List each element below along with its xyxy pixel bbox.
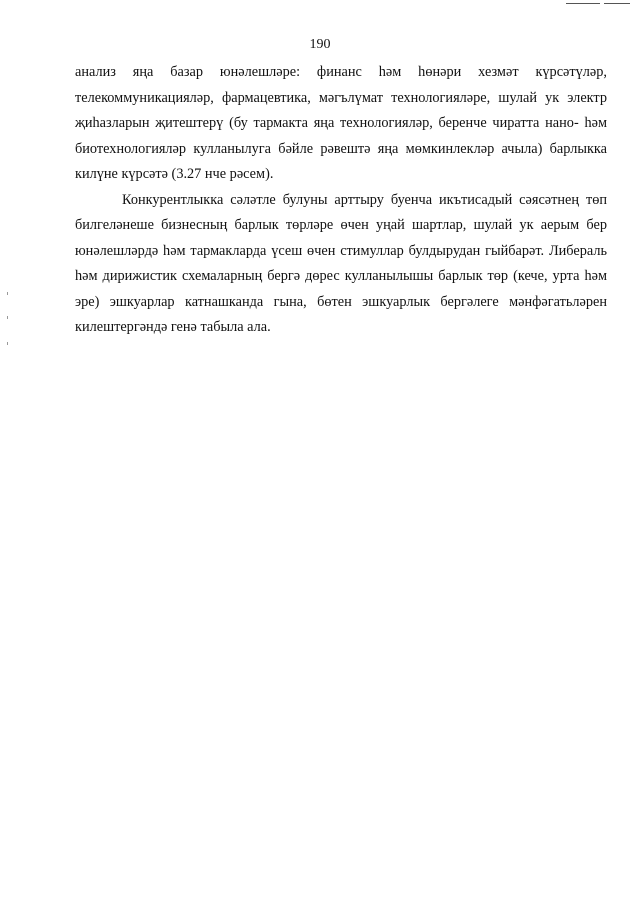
scan-edge-mark <box>7 316 8 319</box>
scan-edge-mark <box>7 342 8 345</box>
scan-edge-mark <box>7 292 8 295</box>
page-number: 190 <box>309 37 331 52</box>
paragraph: Конкурентлыкка сәләтле булуны арттыру буенча икътисадый сәясәтнең төп билгеләнеше бизнесның барлык төрләре өчен уңай шартлар, шулай ук аерым бер юнәлешләрдә һәм тармакларда үсеш өчен стимуллар булдырудан гыйбарәт. Либераль һәм дирижистик схемаларның бергә дөрес кулланылышы барлык төр (кече, урта һәм эре) эшкуарлар катнашканда гына, бөтен эшкуарлык бергәлеге мәнфәгатьләрен килештергәндә генә табыла ала. <box>75 191 607 335</box>
paragraph: анализ яңа базар юнәлешләре: финанс һәм һөнәри хезмәт күрсәтүләр, телекоммуникацияләр, фармацевтика, мәгълүмат технологияләре, шулай ук электр җиһазларын җитештерү (бу тармакта яңа технологияләр, беренче чиратта нано- һәм биотехнологияләр кулланылуга бәйле рәвештә яңа мөмкинлекләр ачыла) барлыкка килүне күрсәтә (3.27 нче рәсем). <box>75 64 607 182</box>
body-text <box>75 60 607 341</box>
scan-corner-rule <box>566 3 600 4</box>
scan-corner-rule <box>604 3 630 4</box>
